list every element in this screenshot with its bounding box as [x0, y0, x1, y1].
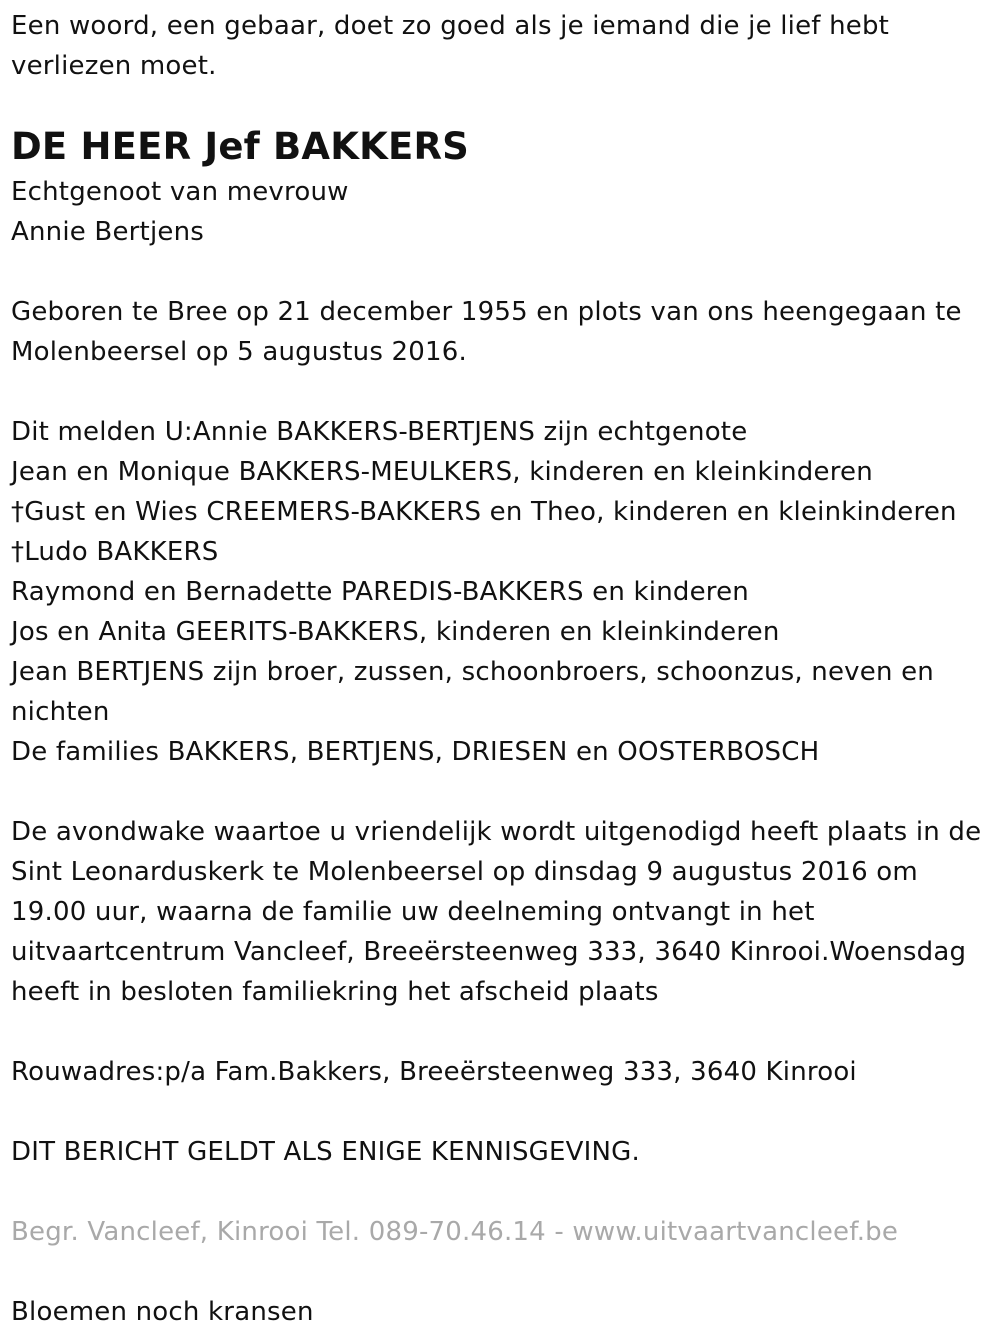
- family-line: Jean en Monique BAKKERS-MEULKERS, kinderen en kleinkinderen: [11, 457, 873, 487]
- flowers-note: Bloemen noch kransen: [11, 1297, 314, 1327]
- mourning-address: Rouwadres:p/a Fam.Bakkers, Breeërsteenweg 333, 3640 Kinrooi: [11, 1057, 857, 1087]
- family-line: De families BAKKERS, BERTJENS, DRIESEN en OOSTERBOSCH: [11, 737, 820, 767]
- family-line: Jos en Anita GEERITS-BAKKERS, kinderen en kleinkinderen: [11, 617, 780, 647]
- intro-line: Een woord, een gebaar, doet zo goed als je iemand die je lief hebt: [11, 11, 890, 41]
- family-line: Dit melden U:Annie BAKKERS-BERTJENS zijn echtgenote: [11, 417, 748, 447]
- family-line: Jean BERTJENS zijn broer, zussen, schoonbroers, schoonzus, neven en: [11, 657, 934, 687]
- family-line: †Gust en Wies CREEMERS-BAKKERS en Theo, kinderen en kleinkinderen: [11, 497, 957, 527]
- birth-death-info: [11, 292, 993, 372]
- birth-line: Geboren te Bree op 21 december 1955 en plots van ons heengegaan te: [11, 297, 962, 327]
- family-line: Raymond en Bernadette PAREDIS-BAKKERS en kinderen: [11, 577, 749, 607]
- intro-line: verliezen moet.: [11, 51, 217, 81]
- intro-quote: [11, 6, 993, 86]
- wake-line: De avondwake waartoe u vriendelijk wordt uitgenodigd heeft plaats in de: [11, 817, 982, 847]
- spouse-line: Annie Bertjens: [11, 217, 204, 247]
- notice-statement: DIT BERICHT GELDT ALS ENIGE KENNISGEVING.: [11, 1137, 640, 1167]
- funeral-home-info: Begr. Vancleef, Kinrooi Tel. 089-70.46.14 - www.uitvaartvancleef.be: [11, 1217, 899, 1247]
- wake-line: heeft in besloten familiekring het afscheid plaats: [11, 977, 659, 1007]
- family-line: †Ludo BAKKERS: [11, 537, 219, 567]
- family-list: [11, 412, 993, 772]
- family-line: nichten: [11, 697, 110, 727]
- wake-line: Sint Leonarduskerk te Molenbeersel op dinsdag 9 augustus 2016 om: [11, 857, 918, 887]
- birth-line: Molenbeersel op 5 augustus 2016.: [11, 337, 467, 367]
- death-notice: [11, 6, 993, 1332]
- spouse-info: [11, 172, 993, 252]
- wake-line: 19.00 uur, waarna de familie uw deelneming ontvangt in het: [11, 897, 815, 927]
- wake-line: uitvaartcentrum Vancleef, Breeërsteenweg 333, 3640 Kinrooi.Woensdag: [11, 937, 967, 967]
- deceased-name: DE HEER Jef BAKKERS: [11, 125, 469, 168]
- wake-info: [11, 812, 993, 1012]
- spouse-line: Echtgenoot van mevrouw: [11, 177, 349, 207]
